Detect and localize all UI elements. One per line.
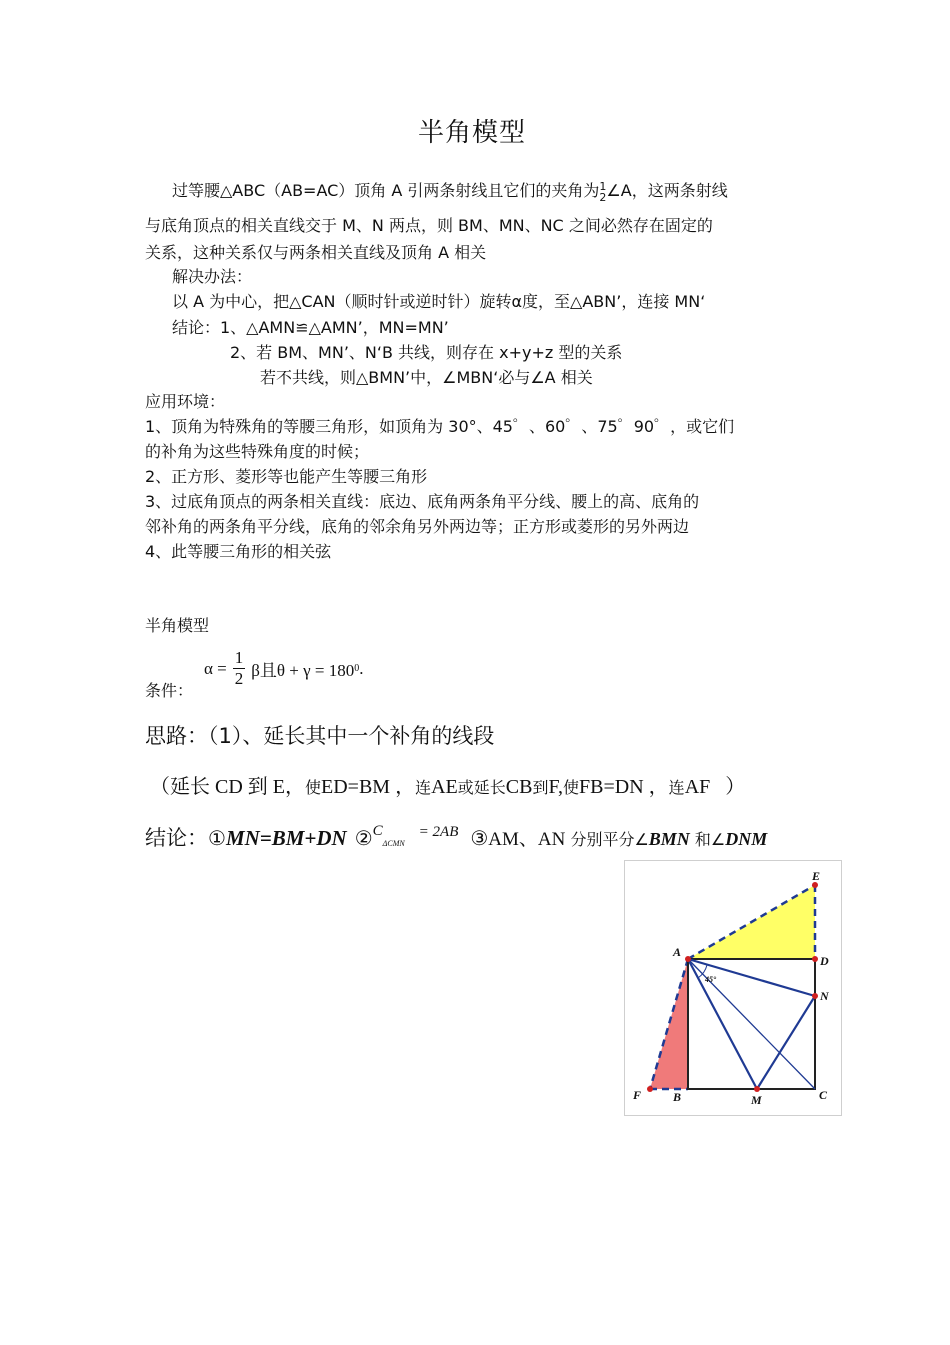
- idea-line: 思路：（1）、延长其中一个补角的线段: [145, 724, 495, 748]
- segment-MN: [757, 996, 815, 1089]
- point-M: [754, 1086, 760, 1092]
- red-triangle: [650, 959, 688, 1089]
- intro-text-a: 过等腰△ABC（AB=AC）顶角 A 引两条射线且它们的夹角为: [172, 181, 600, 200]
- conclusion-2: 2、若 BM、MN’、N‘B 共线，则存在 x+y+z 型的关系: [230, 343, 623, 362]
- intro-line-2: 与底角顶点的相关直线交于 M、N 两点，则 BM、MN、NC 之间必然存在固定的: [145, 216, 713, 235]
- env-item-4: 4、此等腰三角形的相关弦: [145, 542, 332, 561]
- label-D: D: [820, 954, 829, 968]
- method-step: 以 A 为中心，把△CAN（顺时针或逆时针）旋转α度，至△ABN’，连接 MN‘: [172, 292, 706, 311]
- label-E: E: [812, 869, 821, 883]
- perimeter-symbol: CΔCMN: [372, 823, 405, 848]
- point-F: [647, 1086, 653, 1092]
- geometry-svg: [625, 861, 841, 1115]
- intro-line-1: [172, 178, 728, 203]
- method-label: 解决办法：: [172, 267, 253, 286]
- env-item-1a: 1、顶角为特殊角的等腰三角形，如顶角为 30°、45゜、60゜、75゜90゜，或它们: [145, 417, 735, 436]
- result-1: MN=BM+DN: [225, 826, 347, 850]
- segment-AM: [688, 959, 757, 1089]
- result-line: 结论： ① MN=BM+DN ② CΔCMN = 2AB ③ AM、AN 分别平分∠ BMN 和∠ DNM: [145, 823, 768, 850]
- label-M: M: [751, 1093, 762, 1107]
- point-N: [812, 993, 818, 999]
- point-D: [812, 956, 818, 962]
- conclusion-1: 结论：1、△AMN≌△AMN’，MN=MN’: [172, 318, 449, 337]
- label-B: B: [673, 1090, 682, 1104]
- intro-text-b: ∠A，这两条射线: [606, 181, 728, 200]
- env-item-1b: 的补角为这些特殊角度的时候；: [145, 442, 370, 461]
- page-title: 半角模型: [418, 118, 527, 148]
- model-heading: 半角模型: [145, 616, 210, 635]
- label-C: C: [819, 1088, 828, 1102]
- condition-fraction: $\frac{1}{2}$: [234, 648, 244, 688]
- env-label: 应用环境：: [145, 392, 226, 411]
- condition-label: 条件：: [145, 681, 194, 700]
- env-item-3a: 3、过底角顶点的两条相关直线：底边、底角两条角平分线、腰上的高、底角的: [145, 492, 700, 511]
- label-N: N: [820, 989, 829, 1003]
- idea-detail: （延长 CD 到 E， 使 ED=BM ， 连 AE 或延长 CB 到 F, 使 FB=DN ， 连 AF ）: [150, 776, 746, 798]
- label-angle: 45°: [705, 975, 717, 984]
- label-A: A: [673, 945, 682, 959]
- point-A: [685, 956, 691, 962]
- intro-line-3: 关系，这种关系仅与两条相关直线及顶角 A 相关: [145, 243, 487, 262]
- env-item-3b: 邻补角的两条角平分线，底角的邻余角另外两边等；正方形或菱形的另外两边: [145, 517, 690, 536]
- conclusion-3: 若不共线，则△BMN’中，∠MBN‘必与∠A 相关: [260, 368, 593, 387]
- condition-formula: α = $\frac{1}{2}$ β且θ + γ = 180 0 .: [204, 648, 364, 688]
- geometry-figure: [624, 860, 842, 1116]
- half-fraction: 1 2: [599, 179, 607, 204]
- env-item-2: 2、正方形、菱形等也能产生等腰三角形: [145, 467, 428, 486]
- label-F: F: [633, 1088, 642, 1102]
